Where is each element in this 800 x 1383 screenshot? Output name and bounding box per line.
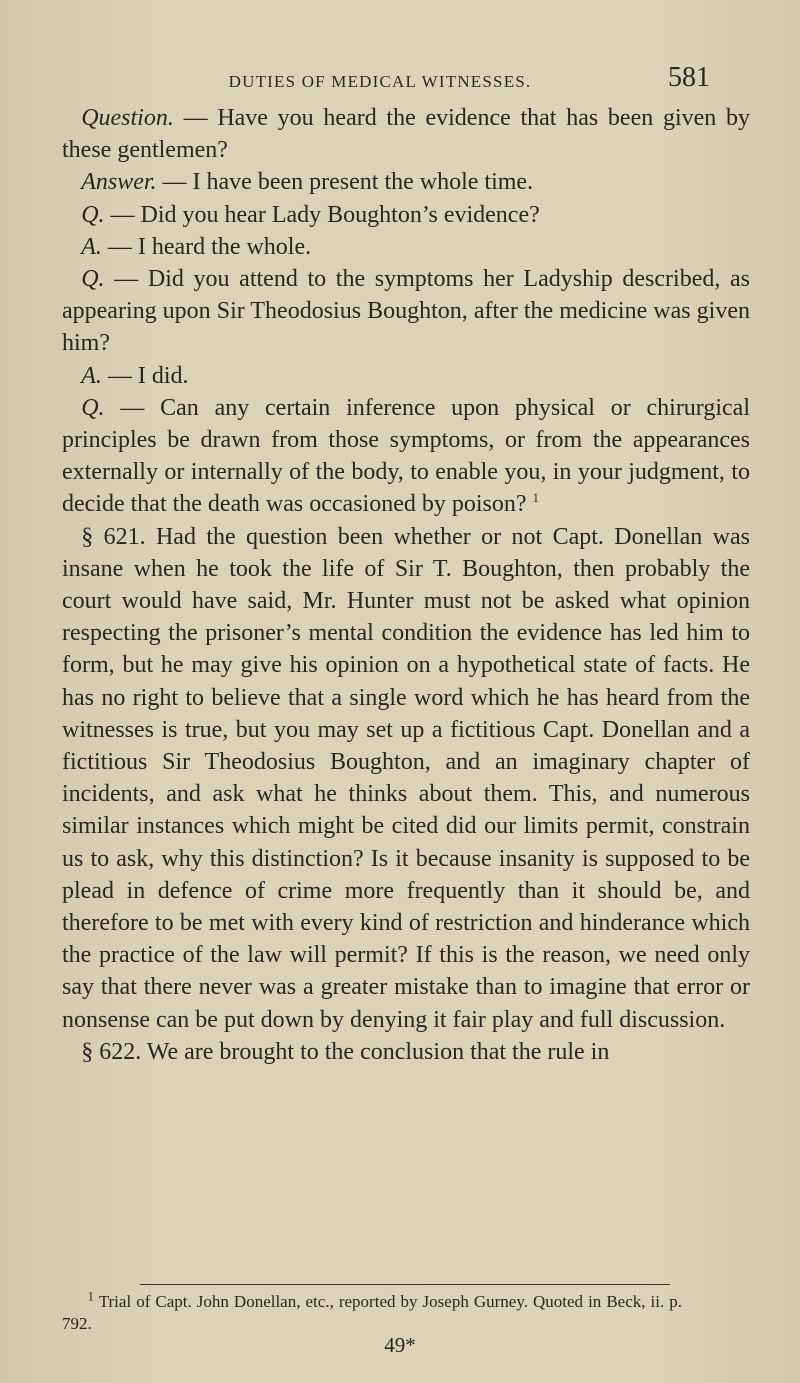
dialogue-label: A. [81,362,102,389]
dialogue-answer-1 [62,166,750,198]
footnote-text: Trial of Capt. John Donellan, etc., reported by Joseph Gurney. Quoted in Beck, ii. p. 792. [62,1292,683,1333]
dialogue-label: Q. [81,201,105,228]
footnote [62,1288,683,1335]
dialogue-text: — I heard the whole. [107,233,312,260]
dialogue-answer-3 [62,360,750,392]
dialogue-question-4 [62,392,750,521]
dialogue-question-3 [62,263,750,360]
footnote-reference: 1 [532,490,540,506]
dialogue-question-1 [62,102,750,166]
body-text [62,102,750,1068]
dialogue-answer-2 [62,231,750,263]
section-622: § 622. We are brought to the conclusion that the rule in [81,1038,610,1065]
running-head-title: DUTIES OF MEDICAL WITNESSES. [228,72,532,91]
running-head [0,62,800,96]
footnote-marker: 1 [87,1288,94,1304]
dialogue-label: Q. [81,394,105,421]
dialogue-question-2 [62,199,750,231]
dialogue-text: — Have you heard the evidence that has been given by these gentlemen? [62,105,751,164]
footnote-rule [140,1284,670,1285]
dialogue-text: — Did you attend to the symptoms her Ladyship described, as appearing upon Sir Theodosius Boughton, after the medicine was given him? [62,266,751,357]
dialogue-label: Question. [81,105,174,131]
dialogue-label: Q. [81,266,105,293]
dialogue-text: — Can any certain inference upon physical or chirurgical principles be drawn from those symptoms, or from the appearances externally or internally of the body, to enable you, in your judgment, to decide that the death was occasioned by poison? [62,394,751,518]
dialogue-text: — I did. [107,362,189,389]
page-number: 581 [668,62,710,93]
dialogue-text: — Did you hear Lady Boughton’s evidence? [110,201,540,228]
dialogue-label: A. [81,233,102,260]
section-621: § 621. Had the question been whether or not Capt. Donellan was insane when he took the life of Sir T. Boughton, then probably the court would have said, Mr. Hunter must not be asked what opinion respecting the prisoner’s mental condition the evidence has led him to form, but he may give his opinion on a hypothetical state of facts. He has no right to believe that a single word which he has heard from the witnesses is true, but you may set up a fictitious Capt. Donellan and a fictitious Sir Theodosius Boughton, and an imaginary chapter of incidents, and ask what he thinks about them. This, and numerous similar instances which might be cited did our limits permit, constrain us to ask, why this distinction? Is it because insanity is supposed to be plead in defence of crime more frequently than it should be, and therefore to be met with every kind of restriction and hinderance which the practice of the law will permit? If this is the reason, we need only say that there never was a greater mistake than to imagine that error or nonsense can be put down by denying it fair play and full discussion. [62,523,750,1033]
signature-mark: 49* [384,1333,416,1357]
dialogue-label: Answer. [81,169,157,196]
dialogue-text: — I have been present the whole time. [162,169,534,196]
